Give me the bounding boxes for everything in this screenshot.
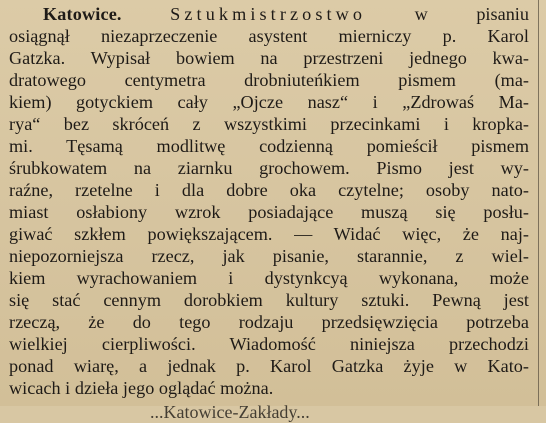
article-line-8: śrubkowatem na ziarnku grochowem. Pismo jest wy- — [9, 158, 529, 178]
article-line-18: wicach i dzieła jego oglądać można. — [9, 378, 274, 398]
article-text — [9, 3, 529, 399]
article-line-14: się stać cennym dorobkiem kultury sztuki. Pewną jest — [9, 290, 529, 310]
first-line-rest: w pisaniu — [414, 4, 529, 24]
article-line-10: miast osłabiony wzrok posiadające muszą się posłu- — [9, 202, 529, 222]
article-line-6: rya“ bez skróceń z wszystkimi przecinkami i kropka- — [9, 114, 529, 134]
article-line-7: mi. Tęsamą modlitwę codzienną pomieścił pismem — [9, 136, 529, 156]
article-line-17: ponad wiarę, a jednak p. Karol Gatzka żyje w Kato- — [9, 356, 529, 376]
spaced-phrase: Sztukmistrzostwo — [170, 4, 367, 24]
article-line-16: wielkiej cierpliwości. Wiadomość niniejsza przechodzi — [9, 334, 529, 354]
column-rule — [538, 0, 539, 406]
partial-next-line: ...Katowice-Zakłady... — [150, 402, 310, 422]
article-line-15: rzeczą, że do tego rodzaju przedsięwzięcia potrzeba — [9, 312, 529, 332]
article-line-5: kiem) gotyckiem cały „Ojcze nasz“ i „Zdrowaś Ma- — [9, 92, 529, 112]
article-line-11: giwać szkłem powiększającem. — Widać więc, że naj- — [9, 224, 529, 244]
article-line-9: raźne, rzetelne i dla dobre oka czytelne; osoby nato- — [9, 180, 529, 200]
article-line-13: kiem wyrachowaniem i dystynkcyą wykonana, może — [9, 268, 529, 288]
article-line-4: dratowego centymetra drobniuteńkiem pismem (ma- — [9, 70, 529, 90]
article-line-12: niepozorniejsza rzecz, jak pisanie, starannie, z wiel- — [9, 246, 529, 266]
article-line-2: osiągnął niezaprzeczenie asystent mierniczy p. Karol — [9, 26, 529, 46]
article-line-1 — [9, 3, 529, 25]
lead-word: Katowice. — [43, 4, 122, 24]
article-line-3: Gatzka. Wypisał bowiem na przestrzeni jednego kwa- — [9, 48, 529, 68]
